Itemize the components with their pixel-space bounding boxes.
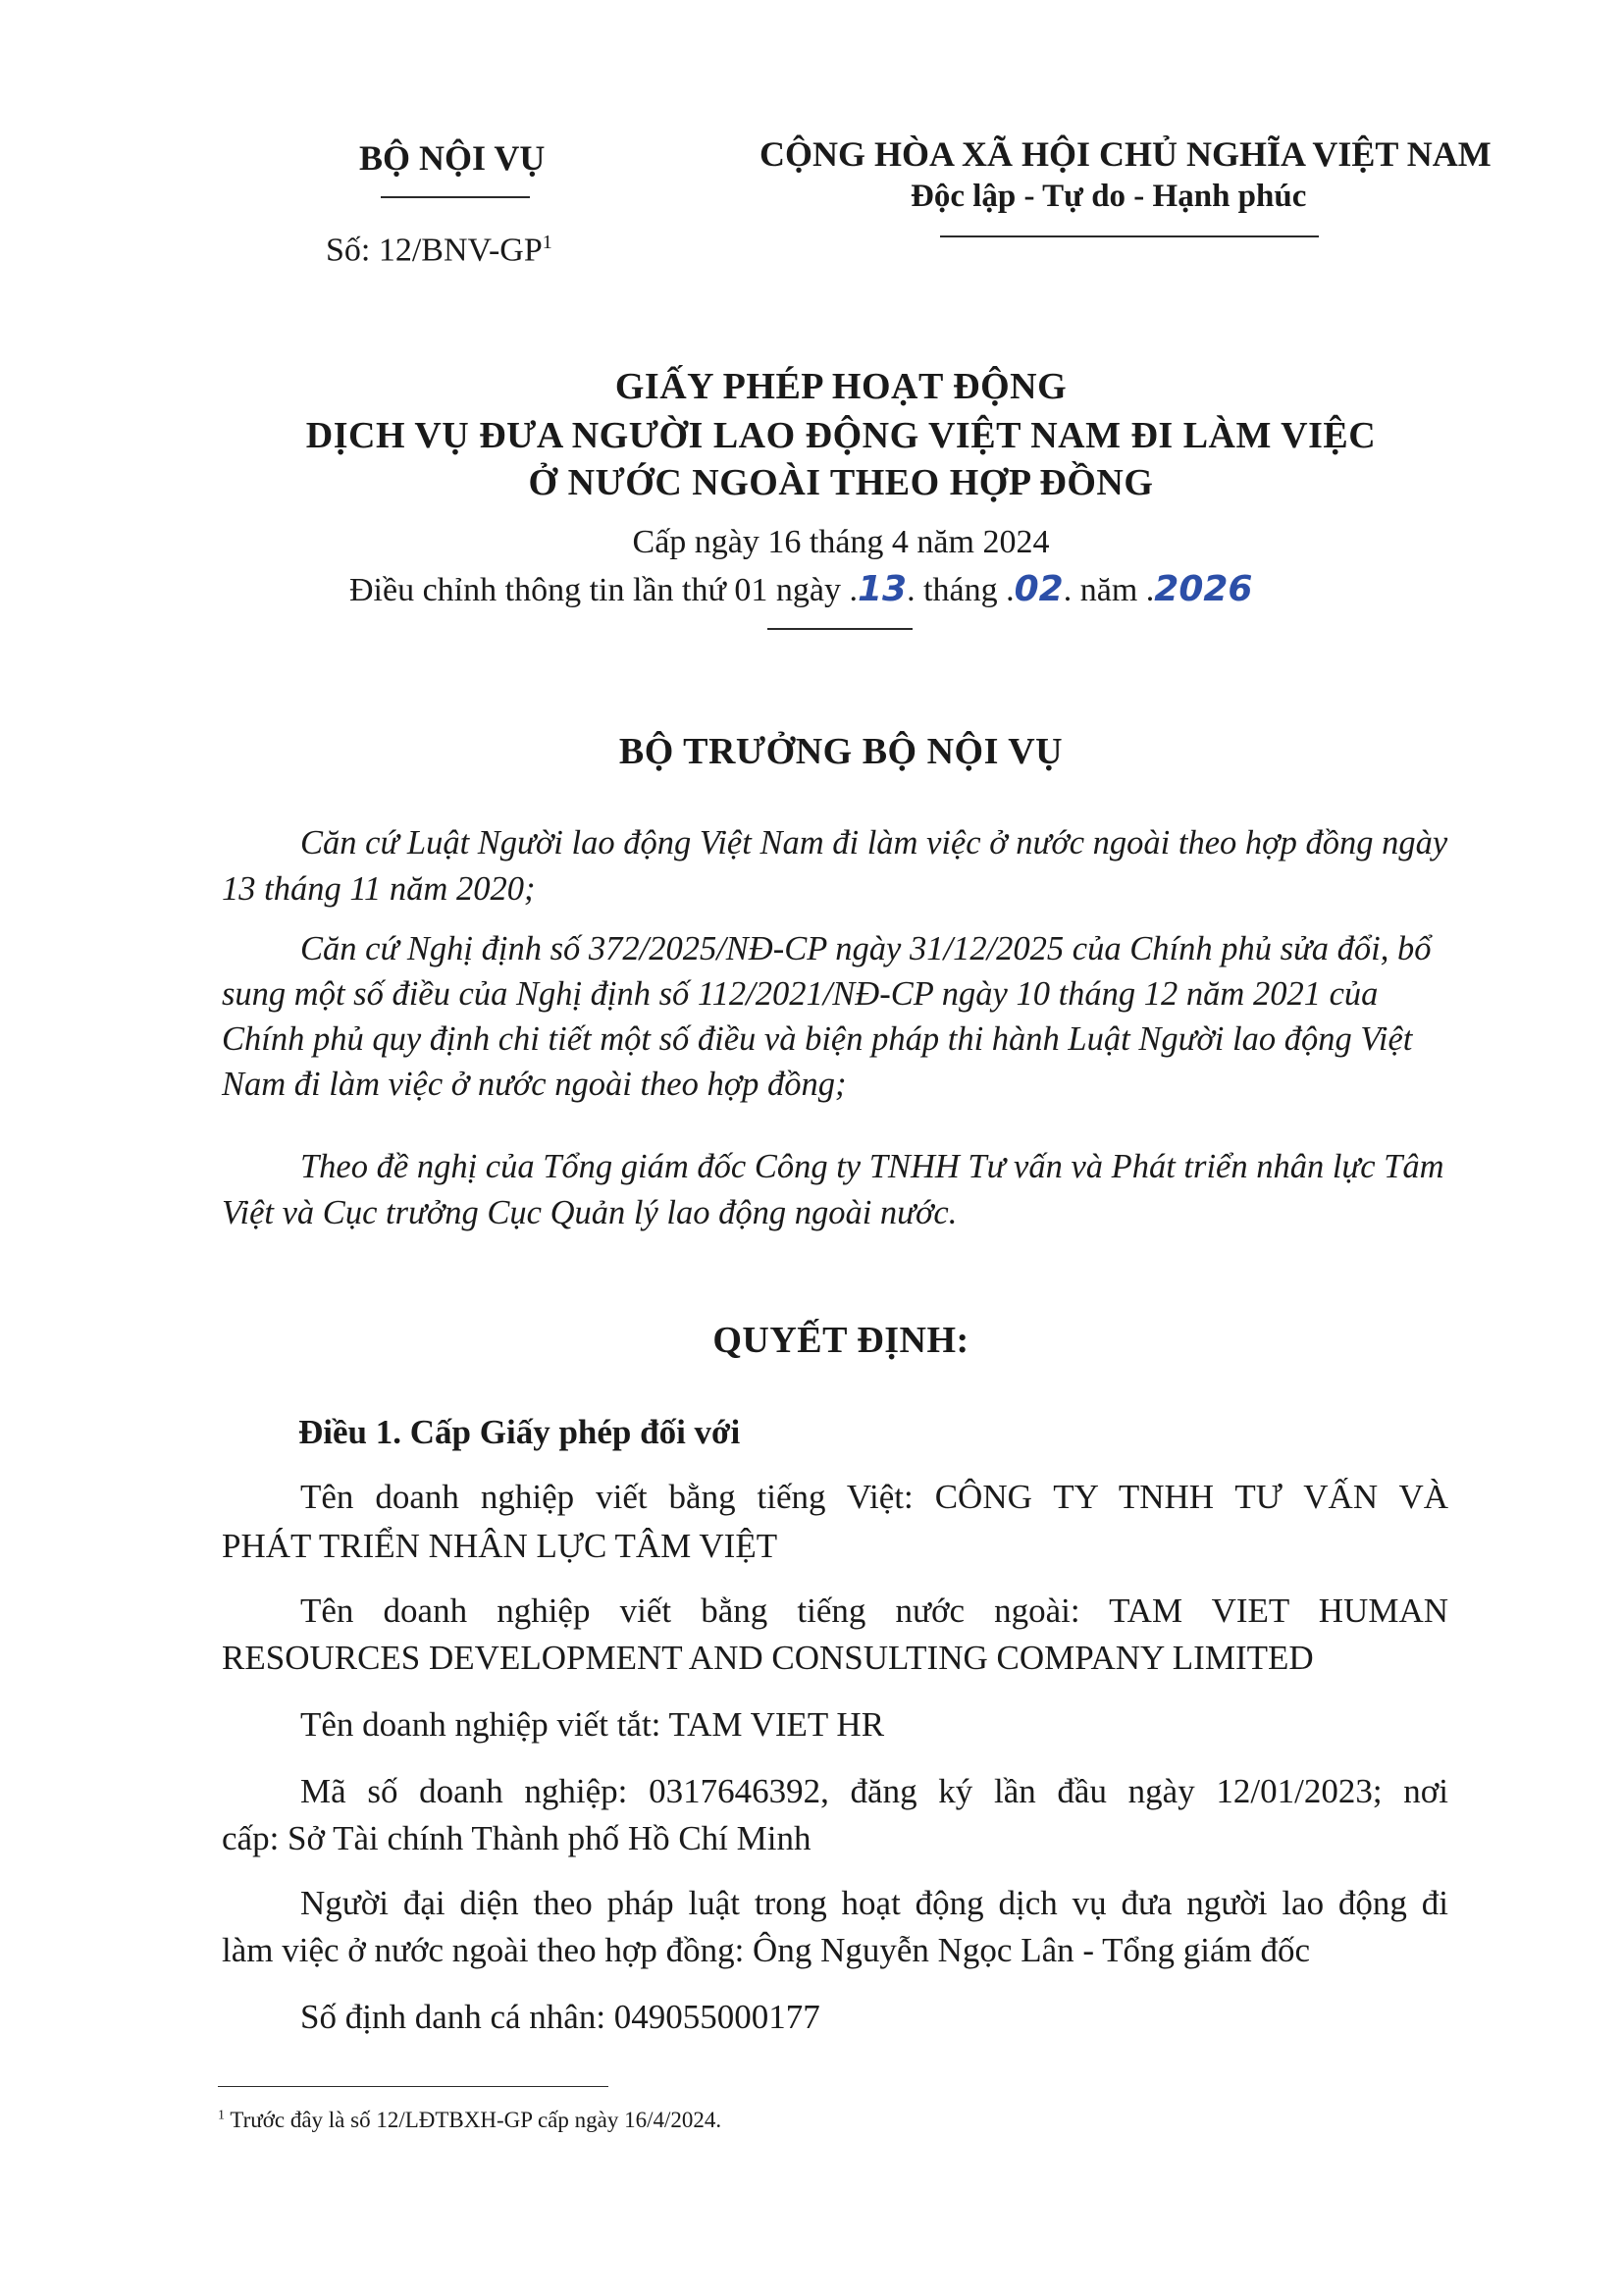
- title-line-3: Ở NƯỚC NGOÀI THEO HỢP ĐỒNG: [528, 462, 1154, 503]
- adjustment-mid-2: . năm .: [1063, 572, 1155, 608]
- vn-name-line-2: PHÁT TRIỂN NHÂN LỰC TÂM VIỆT: [222, 1527, 778, 1565]
- title-divider: [767, 628, 913, 630]
- representative-line-1: Người đại diện theo pháp luật trong hoạt động dịch vụ đưa người lao động đi: [300, 1884, 1448, 1922]
- personal-id: Số định danh cá nhân: 049055000177: [300, 1998, 820, 2036]
- article-1-heading: Điều 1. Cấp Giấy phép đối với: [298, 1413, 741, 1451]
- short-name: Tên doanh nghiệp viết tắt: TAM VIET HR: [300, 1705, 885, 1744]
- handwritten-day: 13: [857, 569, 908, 609]
- authority-heading: BỘ TRƯỞNG BỘ NỘI VỤ: [618, 731, 1064, 772]
- ministry-name: BỘ NỘI VỤ: [359, 138, 546, 178]
- footnote: [218, 2108, 721, 2133]
- enterprise-code-line-1: Mã số doanh nghiệp: 0317646392, đăng ký lần đầu ngày 12/01/2023; nơi: [300, 1772, 1448, 1810]
- document-number-footnote-mark: 1: [542, 232, 552, 253]
- footnote-mark: 1: [218, 2108, 225, 2123]
- document-number: [326, 232, 552, 269]
- preamble-decree: Căn cứ Nghị định số 372/2025/NĐ-CP ngày 31/12/2025 của Chính phủ sửa đổi, bổ sung một số điều của Nghị định số 112/2021/NĐ-CP ngày 10 tháng 12 năm 2021 của Chính phủ quy định chi tiết một số điều và biện pháp thi hành Luật Người lao động Việt Nam đi làm việc ở nước ngoài theo hợp đồng;: [222, 930, 1432, 1103]
- preamble-law: Căn cứ Luật Người lao động Việt Nam đi làm việc ở nước ngoài theo hợp đồng ngày 13 tháng 11 năm 2020;: [222, 824, 1448, 908]
- footnote-divider: [218, 2086, 608, 2087]
- adjustment-mid-1: . tháng .: [907, 572, 1015, 608]
- representative-line-2: làm việc ở nước ngoài theo hợp đồng: Ông Nguyễn Ngọc Lân - Tổng giám đốc: [222, 1931, 1311, 1969]
- national-motto: Độc lập - Tự do - Hạnh phúc: [911, 179, 1307, 214]
- decision-heading: QUYẾT ĐỊNH:: [712, 1320, 969, 1361]
- title-line-2: DỊCH VỤ ĐƯA NGƯỜI LAO ĐỘNG VIỆT NAM ĐI LÀM VIỆC: [305, 415, 1377, 456]
- foreign-name-line-1: Tên doanh nghiệp viết bằng tiếng nước ngoài: TAM VIET HUMAN: [300, 1592, 1448, 1630]
- issue-date: Cấp ngày 16 tháng 4 năm 2024: [632, 524, 1050, 560]
- adjustment-prefix: Điều chỉnh thông tin lần thứ 01 ngày .: [349, 572, 858, 608]
- document-number-text: Số: 12/BNV-GP: [326, 232, 543, 269]
- title-line-1: GIẤY PHÉP HOẠT ĐỘNG: [614, 366, 1068, 407]
- preamble-proposal: Theo đề nghị của Tổng giám đốc Công ty TNHH Tư vấn và Phát triển nhân lực Tâm Việt và Cục trưởng Cục Quản lý lao động ngoài nước.: [222, 1148, 1444, 1231]
- footnote-text: Trước đây là số 12/LĐTBXH-GP cấp ngày 16/4/2024.: [225, 2108, 722, 2132]
- ministry-underline: [381, 196, 530, 198]
- handwritten-month: 02: [1014, 569, 1064, 609]
- republic-name: CỘNG HÒA XÃ HỘI CHỦ NGHĨA VIỆT NAM: [759, 134, 1492, 174]
- motto-underline: [940, 235, 1319, 237]
- foreign-name-line-2: RESOURCES DEVELOPMENT AND CONSULTING COMPANY LIMITED: [222, 1639, 1314, 1677]
- adjustment-date-line: [349, 569, 1252, 609]
- enterprise-code-line-2: cấp: Sở Tài chính Thành phố Hồ Chí Minh: [222, 1819, 812, 1857]
- vn-name-line-1: Tên doanh nghiệp viết bằng tiếng Việt: CÔNG TY TNHH TƯ VẤN VÀ: [300, 1478, 1448, 1516]
- handwritten-year: 2026: [1154, 569, 1253, 609]
